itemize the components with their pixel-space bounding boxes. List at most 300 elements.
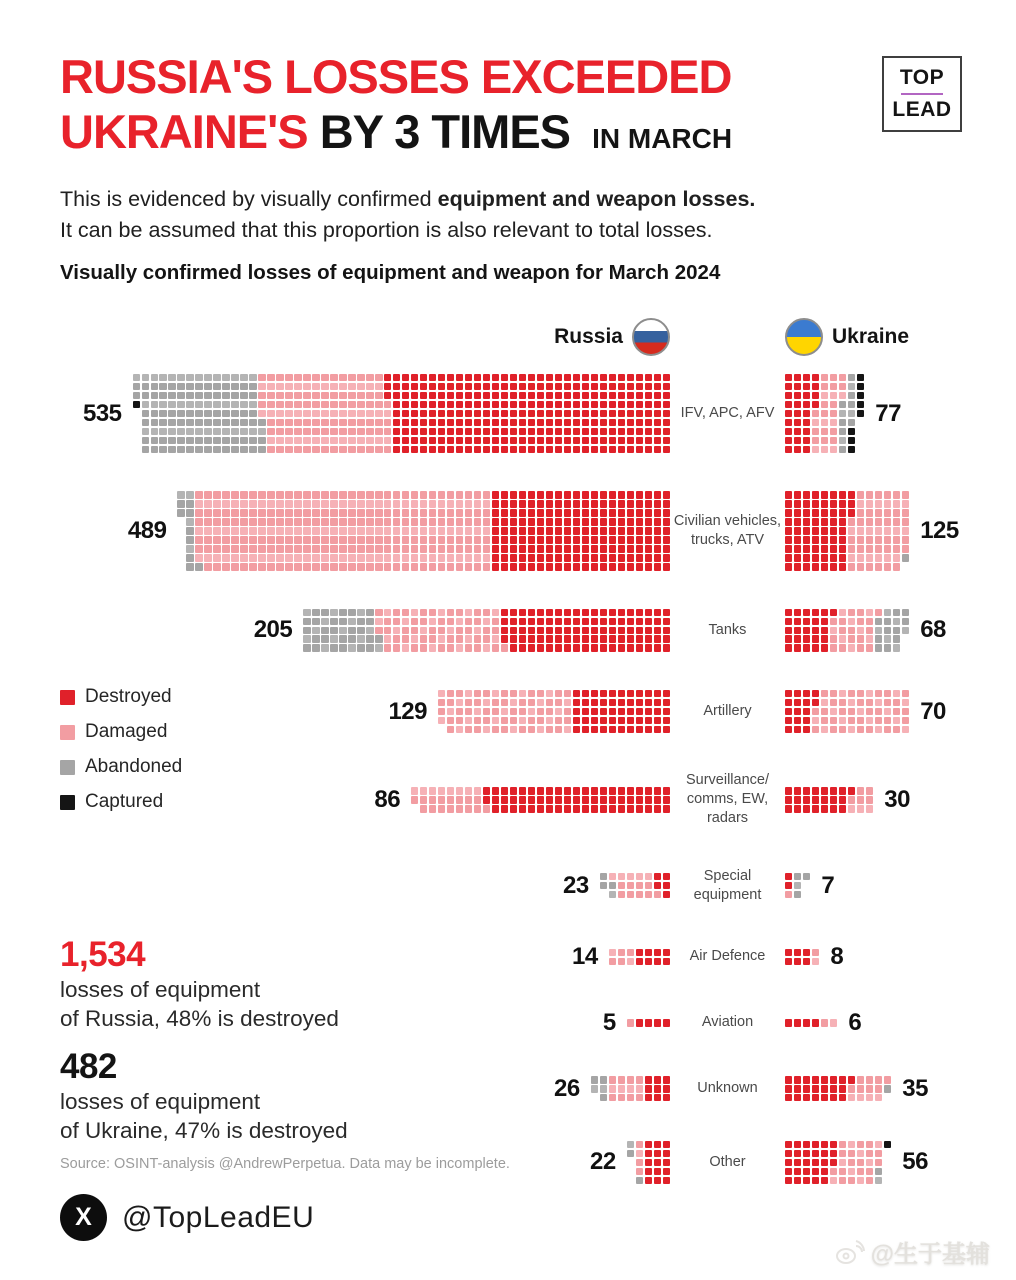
waffle-cell [231,518,238,525]
waffle-cell [402,545,409,552]
waffle-cell [384,410,391,417]
waffle-cell [195,374,202,381]
waffle-cell [186,536,193,543]
waffle-cell [438,708,445,715]
waffle-cell [812,554,819,561]
waffle-cell [812,796,819,803]
waffle-cell [312,527,319,534]
waffle-cell [546,690,553,697]
ukraine-side [785,690,1014,733]
waffle-cell [384,554,391,561]
waffle-cell [537,726,544,733]
waffle-cell [609,618,616,625]
waffle-cell [402,618,409,625]
waffle-cell [537,690,544,697]
waffle-cell [375,554,382,561]
waffle-cell [447,545,454,552]
waffle-cell [186,518,193,525]
waffle-cell [357,644,364,651]
waffle-cell [501,618,508,625]
waffle-cell [285,392,292,399]
waffle-cell [785,419,792,426]
waffle-cell [875,491,882,498]
waffle-cell [483,787,490,794]
waffle-cell [785,563,792,570]
waffle-cell [501,428,508,435]
waffle-cell [591,419,598,426]
waffle-cell [857,1141,864,1148]
waffle-cell [366,392,373,399]
waffle-cell [618,891,625,898]
waffle-cell [830,563,837,570]
waffle-cell [411,419,418,426]
waffle-cell [420,618,427,625]
waffle-cell [609,437,616,444]
ukraine-count: 125 [920,516,959,544]
waffle-cell [821,787,828,794]
waffle-cell [213,437,220,444]
waffle-cell [339,554,346,561]
waffle-cell [510,627,517,634]
waffle-grid [785,609,909,652]
waffle-cell [384,509,391,516]
waffle-cell [204,500,211,507]
waffle-cell [555,726,562,733]
waffle-cell [839,491,846,498]
ukraine-side [785,872,1014,900]
legend-item-captured [60,791,182,813]
waffle-cell [636,437,643,444]
waffle-cell [420,609,427,616]
waffle-cell [654,699,661,706]
waffle-cell [654,1141,661,1148]
waffle-cell [429,554,436,561]
waffle-cell [393,563,400,570]
waffle-cell [276,392,283,399]
waffle-cell [785,428,792,435]
waffle-cell [803,401,810,408]
waffle-cell [627,419,634,426]
waffle-cell [384,500,391,507]
waffle-cell [528,545,535,552]
legend-label: Damaged [85,721,168,742]
waffle-cell [803,536,810,543]
waffle-cell [231,383,238,390]
waffle-grid [785,949,819,965]
waffle-cell [294,383,301,390]
waffle-cell [438,518,445,525]
waffle-cell [830,1094,837,1101]
waffle-cell [411,428,418,435]
waffle-cell [195,446,202,453]
waffle-cell [276,536,283,543]
waffle-cell [627,1094,634,1101]
waffle-cell [794,527,801,534]
waffle-cell [821,518,828,525]
waffle-cell [429,805,436,812]
waffle-cell [618,410,625,417]
waffle-cell [402,536,409,543]
waffle-cell [654,491,661,498]
waffle-cell [573,554,580,561]
waffle-cell [794,882,801,889]
waffle-cell [573,383,580,390]
waffle-cell [321,428,328,435]
waffle-cell [465,428,472,435]
waffle-cell [411,609,418,616]
waffle-cell [618,419,625,426]
waffle-cell [564,383,571,390]
waffle-cell [591,383,598,390]
waffle-grid [785,873,810,898]
waffle-cell [812,428,819,435]
waffle-cell [591,554,598,561]
waffle-cell [339,428,346,435]
waffle-cell [830,437,837,444]
waffle-cell [785,635,792,642]
waffle-cell [312,554,319,561]
waffle-cell [510,500,517,507]
russia-side [58,491,670,570]
waffle-cell [411,491,418,498]
waffle-cell [564,428,571,435]
waffle-cell [312,383,319,390]
waffle-cell [848,437,855,444]
waffle-cell [663,618,670,625]
waffle-cell [456,392,463,399]
waffle-cell [483,635,490,642]
waffle-cell [222,554,229,561]
waffle-cell [133,374,140,381]
waffle-cell [812,699,819,706]
waffle-cell [186,527,193,534]
waffle-cell [618,509,625,516]
waffle-cell [848,1150,855,1157]
waffle-cell [812,618,819,625]
waffle-cell [636,518,643,525]
waffle-cell [564,635,571,642]
waffle-cell [186,563,193,570]
waffle-cell [312,419,319,426]
waffle-cell [222,428,229,435]
russia-count: 23 [563,871,589,899]
waffle-cell [636,527,643,534]
waffle-cell [803,563,810,570]
waffle-cell [537,518,544,525]
waffle-cell [645,796,652,803]
waffle-cell [636,401,643,408]
waffle-cell [564,545,571,552]
waffle-cell [384,491,391,498]
waffle-cell [884,563,891,570]
waffle-cell [848,618,855,625]
waffle-cell [411,644,418,651]
waffle-cell [636,1076,643,1083]
waffle-cell [600,554,607,561]
waffle-cell [600,446,607,453]
waffle-cell [492,518,499,525]
waffle-cell [222,500,229,507]
waffle-cell [785,690,792,697]
waffle-cell [492,536,499,543]
category-label: Surveillance/ comms, EW, radars [685,772,769,827]
waffle-cell [366,536,373,543]
waffle-cell [654,1076,661,1083]
waffle-cell [312,374,319,381]
waffle-cell [663,1177,670,1184]
waffle-cell [884,509,891,516]
waffle-cell [794,609,801,616]
waffle-cell [582,726,589,733]
waffle-cell [600,401,607,408]
waffle-cell [803,1094,810,1101]
waffle-cell [812,1159,819,1166]
waffle-cell [357,609,364,616]
waffle-cell [366,383,373,390]
waffle-cell [654,1150,661,1157]
waffle-cell [785,491,792,498]
waffle-cell [492,545,499,552]
waffle-cell [866,1150,873,1157]
waffle-cell [645,1094,652,1101]
waffle-cell [195,428,202,435]
waffle-cell [848,518,855,525]
waffle-cell [402,437,409,444]
waffle-cell [654,383,661,390]
waffle-cell [465,527,472,534]
category-label: Artillery [703,702,752,719]
waffle-cell [501,805,508,812]
waffle-cell [330,554,337,561]
waffle-cell [483,609,490,616]
waffle-cell [456,500,463,507]
waffle-cell [159,401,166,408]
waffle-cell [330,437,337,444]
waffle-cell [645,882,652,889]
waffle-cell [519,509,526,516]
waffle-cell [627,949,634,956]
waffle-cell [636,618,643,625]
waffle-cell [465,787,472,794]
waffle-cell [142,437,149,444]
waffle-cell [375,536,382,543]
waffle-cell [447,690,454,697]
waffle-cell [429,437,436,444]
waffle-cell [537,644,544,651]
waffle-cell [231,527,238,534]
waffle-cell [785,545,792,552]
waffle-cell [546,787,553,794]
waffle-cell [573,609,580,616]
waffle-cell [645,563,652,570]
russia-side [58,609,670,652]
waffle-cell [465,419,472,426]
waffle-cell [609,787,616,794]
waffle-cell [645,374,652,381]
waffle-cell [582,491,589,498]
waffle-cell [582,805,589,812]
waffle-cell [501,717,508,724]
waffle-cell [465,392,472,399]
loss-row [58,867,1014,905]
waffle-cell [785,1159,792,1166]
waffle-cell [857,536,864,543]
waffle-cell [794,618,801,625]
waffle-cell [785,618,792,625]
waffle-cell [456,787,463,794]
waffle-cell [510,392,517,399]
waffle-cell [348,618,355,625]
waffle-cell [204,428,211,435]
waffle-cell [142,401,149,408]
waffle-cell [821,1168,828,1175]
waffle-cell [609,554,616,561]
waffle-cell [785,1168,792,1175]
waffle-cell [366,428,373,435]
waffle-cell [303,509,310,516]
waffle-cell [654,627,661,634]
waffle-cell [600,609,607,616]
waffle-cell [555,491,562,498]
waffle-cell [348,392,355,399]
waffle-cell [812,1177,819,1184]
waffle-cell [591,518,598,525]
waffle-cell [285,401,292,408]
waffle-cell [884,609,891,616]
waffle-cell [564,392,571,399]
waffle-cell [402,554,409,561]
waffle-cell [857,491,864,498]
waffle-cell [438,554,445,561]
waffle-cell [618,527,625,534]
waffle-cell [794,873,801,880]
waffle-cell [573,545,580,552]
waffle-cell [546,392,553,399]
waffle-cell [573,527,580,534]
waffle-cell [177,410,184,417]
waffle-cell [839,796,846,803]
legend-label: Captured [85,791,164,812]
waffle-cell [375,392,382,399]
waffle-cell [240,374,247,381]
waffle-cell [627,527,634,534]
waffle-cell [177,491,184,498]
waffle-cell [821,563,828,570]
waffle-cell [839,1150,846,1157]
waffle-cell [151,383,158,390]
waffle-cell [636,509,643,516]
waffle-cell [348,536,355,543]
waffle-cell [357,554,364,561]
waffle-cell [582,635,589,642]
destroyed-swatch-icon [60,690,75,705]
waffle-cell [384,446,391,453]
waffle-cell [857,618,864,625]
waffle-cell [240,509,247,516]
waffle-cell [330,518,337,525]
waffle-cell [794,446,801,453]
waffle-cell [285,518,292,525]
waffle-cell [803,873,810,880]
waffle-cell [258,428,265,435]
waffle-cell [402,644,409,651]
waffle-cell [627,873,634,880]
waffle-cell [663,1159,670,1166]
waffle-cell [231,374,238,381]
waffle-cell [438,401,445,408]
waffle-cell [348,401,355,408]
waffle-cell [456,509,463,516]
waffle-cell [663,401,670,408]
waffle-cell [357,410,364,417]
waffle-cell [600,796,607,803]
waffle-cell [483,726,490,733]
waffle-cell [591,1085,598,1092]
waffle-cell [785,1019,792,1026]
waffle-cell [456,627,463,634]
waffle-cell [839,1094,846,1101]
waffle-cell [546,699,553,706]
waffle-cell [564,699,571,706]
waffle-cell [794,437,801,444]
waffle-cell [159,410,166,417]
waffle-cell [510,554,517,561]
waffle-cell [821,618,828,625]
waffle-cell [195,419,202,426]
waffle-cell [510,527,517,534]
waffle-cell [447,527,454,534]
waffle-cell [294,419,301,426]
waffle-cell [609,518,616,525]
waffle-cell [654,882,661,889]
russia-count: 14 [572,942,598,970]
waffle-cell [213,527,220,534]
waffle-cell [375,491,382,498]
waffle-cell [555,609,562,616]
waffle-cell [609,891,616,898]
waffle-cell [510,545,517,552]
waffle-cell [285,500,292,507]
waffle-cell [627,805,634,812]
waffle-cell [546,805,553,812]
waffle-cell [893,500,900,507]
waffle-cell [812,509,819,516]
waffle-cell [857,500,864,507]
waffle-cell [537,796,544,803]
waffle-cell [231,500,238,507]
waffle-cell [186,509,193,516]
waffle-cell [564,609,571,616]
waffle-cell [348,428,355,435]
waffle-cell [866,1076,873,1083]
waffle-cell [663,1168,670,1175]
waffle-cell [627,708,634,715]
waffle-cell [510,787,517,794]
waffle-cell [636,787,643,794]
waffle-cell [474,609,481,616]
waffle-cell [276,401,283,408]
waffle-cell [294,500,301,507]
waffle-cell [420,428,427,435]
waffle-cell [794,726,801,733]
waffle-cell [151,437,158,444]
waffle-cell [240,428,247,435]
waffle-cell [195,545,202,552]
waffle-cell [636,446,643,453]
waffle-cell [411,787,418,794]
waffle-cell [875,717,882,724]
waffle-cell [830,374,837,381]
